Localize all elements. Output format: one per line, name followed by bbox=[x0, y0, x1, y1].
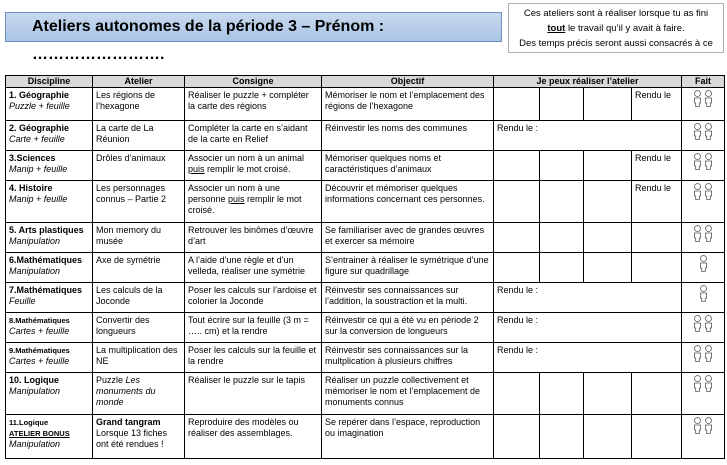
consigne-cell: Tout écrire sur la feuille (3 m = ….. cm) et la rendre bbox=[185, 313, 322, 343]
check-cell[interactable] bbox=[540, 223, 584, 253]
person-figure-icon bbox=[693, 225, 702, 242]
check-cell[interactable] bbox=[632, 253, 682, 283]
objectif-cell: S’entrainer à réaliser le symétrique d’une figure sur quadrillage bbox=[322, 253, 494, 283]
atelier-cell: La multiplication des NE bbox=[93, 343, 185, 373]
objectif-cell: Réinvestir ce qui a été vu en période 2 sur la conversion de longueurs bbox=[322, 313, 494, 343]
check-cell[interactable] bbox=[494, 373, 540, 415]
objectif-cell: Mémoriser quelques noms et caractéristiques d’animaux bbox=[322, 151, 494, 181]
check-cell[interactable] bbox=[632, 415, 682, 459]
table-row bbox=[6, 283, 725, 313]
objectif-cell: Réinvestir les noms des communes bbox=[322, 121, 494, 151]
atelier-cell: Mon memory du musée bbox=[93, 223, 185, 253]
atelier-cell: Convertir des longueurs bbox=[93, 313, 185, 343]
rendu-cell[interactable]: Rendu le bbox=[632, 151, 682, 181]
check-cell[interactable] bbox=[584, 88, 632, 121]
fait-cell[interactable] bbox=[682, 313, 725, 343]
instructions-note: Ces ateliers sont à réaliser lorsque tu as fini tout le travail qu’il y avait à faire. Des temps précis seront aussi consacrés à ce bbox=[508, 3, 724, 53]
table-row bbox=[6, 121, 725, 151]
check-cell[interactable] bbox=[632, 223, 682, 253]
atelier-cell: Les calculs de la Joconde bbox=[93, 283, 185, 313]
discipline-cell: 7.Mathématiques Feuille bbox=[6, 283, 93, 313]
fait-cell[interactable] bbox=[682, 283, 725, 313]
fait-cell[interactable] bbox=[682, 415, 725, 459]
person-figure-icon bbox=[693, 417, 702, 434]
consigne-cell: A l’aide d’une règle et d’un velleda, réaliser une symétrie bbox=[185, 253, 322, 283]
fait-cell[interactable] bbox=[682, 343, 725, 373]
person-figure-icon bbox=[704, 375, 713, 392]
table-row bbox=[6, 415, 725, 459]
discipline-cell: 10. Logique Manipulation bbox=[6, 373, 93, 415]
consigne-cell: Réaliser le puzzle sur le tapis bbox=[185, 373, 322, 415]
person-figure-icon bbox=[699, 255, 708, 272]
fait-cell[interactable] bbox=[682, 253, 725, 283]
check-cell[interactable] bbox=[584, 151, 632, 181]
rendu-cell[interactable]: Rendu le bbox=[632, 181, 682, 223]
person-figure-icon bbox=[704, 90, 713, 107]
person-figure-icon bbox=[693, 315, 702, 332]
ateliers-table bbox=[5, 75, 725, 459]
atelier-cell: Les personnages connus – Partie 2 bbox=[93, 181, 185, 223]
table-header-row bbox=[6, 76, 725, 88]
person-figure-icon bbox=[704, 315, 713, 332]
rendu-cell[interactable]: Rendu le : bbox=[494, 121, 682, 151]
discipline-cell: 2. Géographie Carte + feuille bbox=[6, 121, 93, 151]
objectif-cell: Se repérer dans l’espace, reproduction ou imagination bbox=[322, 415, 494, 459]
check-cell[interactable] bbox=[494, 415, 540, 459]
rendu-cell[interactable]: Rendu le : bbox=[494, 313, 682, 343]
header-consigne: Consigne bbox=[185, 76, 322, 88]
consigne-cell: Poser les calculs sur l’ardoise et colorier la Joconde bbox=[185, 283, 322, 313]
discipline-cell: 6.Mathématiques Manipulation bbox=[6, 253, 93, 283]
check-cell[interactable] bbox=[632, 373, 682, 415]
check-cell[interactable] bbox=[494, 253, 540, 283]
objectif-cell: Mémoriser le nom et l’emplacement des régions de l’hexagone bbox=[322, 88, 494, 121]
person-figure-icon bbox=[693, 375, 702, 392]
discipline-cell: 8.Mathématiques Cartes + feuille bbox=[6, 313, 93, 343]
discipline-cell: 4. Histoire Manip + feuille bbox=[6, 181, 93, 223]
table-row bbox=[6, 253, 725, 283]
person-figure-icon bbox=[704, 417, 713, 434]
atelier-cell: Axe de symétrie bbox=[93, 253, 185, 283]
header-objectif: Objectif bbox=[322, 76, 494, 88]
consigne-cell: Associer un nom à un animal puis remplir le mot croisé. bbox=[185, 151, 322, 181]
discipline-cell: 3.Sciences Manip + feuille bbox=[6, 151, 93, 181]
check-cell[interactable] bbox=[494, 151, 540, 181]
objectif-cell: Réinvestir ses connaissances sur la multplication à plusieurs chiffres bbox=[322, 343, 494, 373]
fait-cell[interactable] bbox=[682, 151, 725, 181]
consigne-cell: Poser les calculs sur la feuille et la rendre bbox=[185, 343, 322, 373]
discipline-cell: 5. Arts plastiques Manipulation bbox=[6, 223, 93, 253]
atelier-cell: Les régions de l’hexagone bbox=[93, 88, 185, 121]
consigne-cell: Reproduire des modèles ou réaliser des assemblages. bbox=[185, 415, 322, 459]
person-figure-icon bbox=[704, 225, 713, 242]
fait-cell[interactable] bbox=[682, 223, 725, 253]
check-cell[interactable] bbox=[540, 253, 584, 283]
table-row bbox=[6, 313, 725, 343]
atelier-cell: La carte de La Réunion bbox=[93, 121, 185, 151]
person-figure-icon bbox=[704, 123, 713, 140]
table-row bbox=[6, 151, 725, 181]
fait-cell[interactable] bbox=[682, 373, 725, 415]
table-row bbox=[6, 343, 725, 373]
fait-cell[interactable] bbox=[682, 181, 725, 223]
table-row bbox=[6, 223, 725, 253]
consigne-cell: Associer un nom à une personne puis remplir le mot croisé. bbox=[185, 181, 322, 223]
discipline-cell: 11.Logique ATELIER BONUS Manipulation bbox=[6, 415, 93, 459]
consigne-cell: Retrouver les binômes d’œuvre d’art bbox=[185, 223, 322, 253]
table-row bbox=[6, 373, 725, 415]
person-figure-icon bbox=[693, 153, 702, 170]
header-atelier: Atelier bbox=[93, 76, 185, 88]
atelier-cell: Grand tangram Lorsque 13 fiches ont été rendues ! bbox=[93, 415, 185, 459]
check-cell[interactable] bbox=[494, 223, 540, 253]
person-figure-icon bbox=[693, 345, 702, 362]
consigne-cell: Compléter la carte en s’aidant de la carte en Relief bbox=[185, 121, 322, 151]
person-figure-icon bbox=[704, 183, 713, 200]
check-cell[interactable] bbox=[584, 181, 632, 223]
rendu-cell[interactable]: Rendu le : bbox=[494, 343, 682, 373]
person-figure-icon bbox=[693, 123, 702, 140]
check-cell[interactable] bbox=[494, 181, 540, 223]
page-title: Ateliers autonomes de la période 3 – Prénom : ……………………. bbox=[5, 12, 502, 42]
fait-cell[interactable] bbox=[682, 121, 725, 151]
person-figure-icon bbox=[704, 345, 713, 362]
header-realiser: Je peux réaliser l’atelier bbox=[494, 76, 682, 88]
discipline-cell: 1. Géographie Puzzle + feuille bbox=[6, 88, 93, 121]
check-cell[interactable] bbox=[540, 151, 584, 181]
person-figure-icon bbox=[693, 90, 702, 107]
check-cell[interactable] bbox=[494, 88, 540, 121]
table-row bbox=[6, 181, 725, 223]
check-cell[interactable] bbox=[540, 373, 584, 415]
table-row bbox=[6, 88, 725, 121]
check-cell[interactable] bbox=[584, 253, 632, 283]
check-cell[interactable] bbox=[584, 223, 632, 253]
header-fait: Fait bbox=[682, 76, 725, 88]
check-cell[interactable] bbox=[584, 415, 632, 459]
person-figure-icon bbox=[704, 153, 713, 170]
fait-cell[interactable] bbox=[682, 88, 725, 121]
atelier-cell: Drôles d’animaux bbox=[93, 151, 185, 181]
objectif-cell: Découvrir et mémoriser quelques informations concernant ces personnes. bbox=[322, 181, 494, 223]
discipline-cell: 9.Mathématiques Cartes + feuille bbox=[6, 343, 93, 373]
header-discipline: Discipline bbox=[6, 76, 93, 88]
check-cell[interactable] bbox=[540, 88, 584, 121]
atelier-cell: Puzzle Les monuments du monde bbox=[93, 373, 185, 415]
rendu-cell[interactable]: Rendu le : bbox=[494, 283, 682, 313]
objectif-cell: Réaliser un puzzle collectivement et mémoriser le nom et l’emplacement de monuments connus bbox=[322, 373, 494, 415]
person-figure-icon bbox=[693, 183, 702, 200]
objectif-cell: Se familiariser avec de grandes œuvres et exercer sa mémoire bbox=[322, 223, 494, 253]
check-cell[interactable] bbox=[584, 373, 632, 415]
consigne-cell: Réaliser le puzzle + compléter la carte des régions bbox=[185, 88, 322, 121]
rendu-cell[interactable]: Rendu le bbox=[632, 88, 682, 121]
check-cell[interactable] bbox=[540, 181, 584, 223]
check-cell[interactable] bbox=[540, 415, 584, 459]
objectif-cell: Réinvestir ses connaissances sur l’addition, la soustraction et la multi. bbox=[322, 283, 494, 313]
person-figure-icon bbox=[699, 285, 708, 302]
